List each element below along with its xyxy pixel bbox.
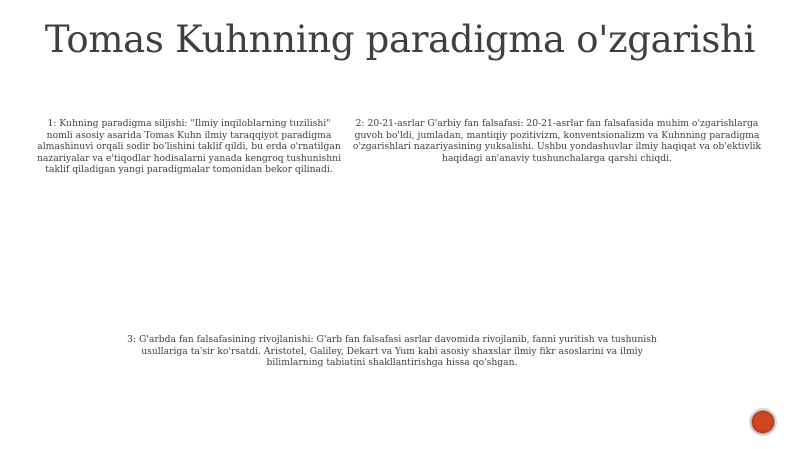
next-slide-button[interactable] [749, 408, 777, 436]
text-block-2: 2: 20-21-asrlar G'arbiy fan falsafasi: 20-21-asrlar fan falsafasida muhim o'zgarishlarga guvoh bo'ldi, jumladan, mantiqiy pozitivizm, konventsionalizm va Kuhnning paradigma o'zgarishlari nazariyasining yuksalishi. Ushbu yondashuvlar ilmiy haqiqat va ob'ektivlik haqidagi an'anaviy tushunchalarga qarshi chiqdi. [352, 118, 762, 164]
text-block-1: 1: Kuhning paradigma siljishi: "Ilmiy inqiloblarning tuzilishi" nomli asosiy asarida Tomas Kuhn ilmiy taraqqiyot paradigma almashinuvi orqali sodir bo'lishini taklif qildi, bu erda o'rnatilgan nazariyalar va e'tiqodlar hodisalarni yanada kengroq tushunishni taklif qiladigan yangi paradigmalar tomonidan bekor qilinadi. [36, 118, 342, 176]
slide-title: Tomas Kuhnning paradigma o'zgarishi [44, 18, 756, 61]
circle-button-icon [753, 412, 773, 432]
text-block-3: 3: G'arbda fan falsafasining rivojlanishi: G'arb fan falsafasi asrlar davomida rivojlanib, fanni yuritish va tushunish usullariga ta'sir ko'rsatdi. Aristotel, Galiley, Dekart va Yum kabi asosiy shaxslar ilmiy fikr asoslarini va ilmiy bilimlarning tabiatini shakllantirishga hissa qo'shgan. [127, 334, 657, 369]
